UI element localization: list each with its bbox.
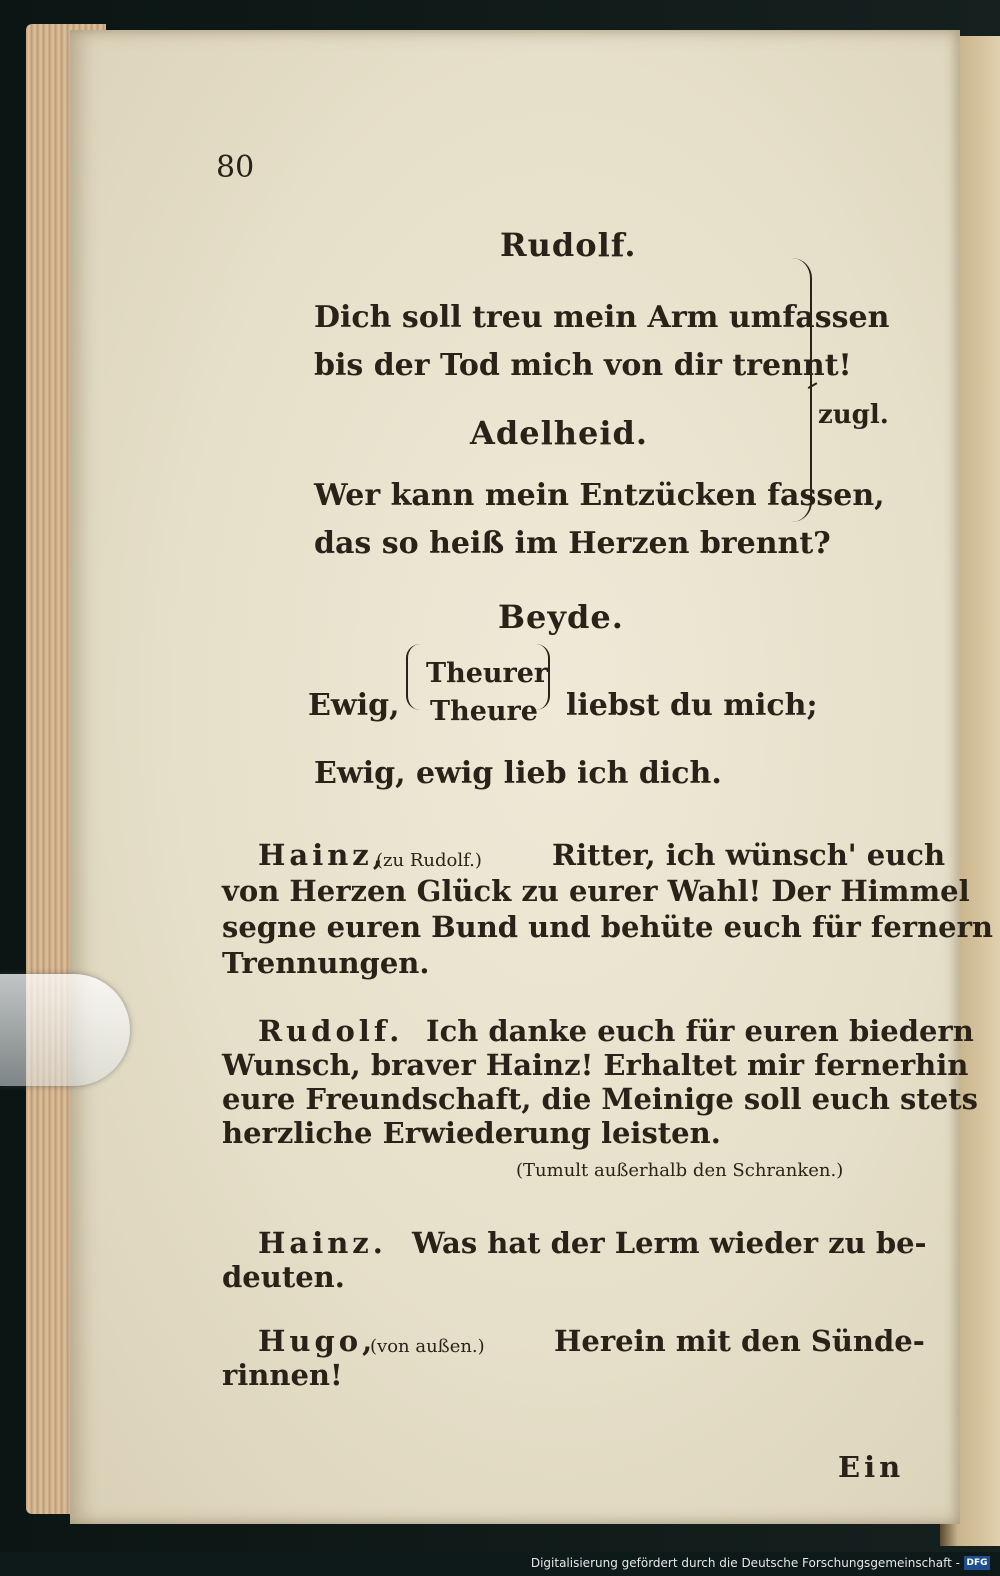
stage-direction: (Tumult außerhalb den Schranken.) (516, 1160, 844, 1181)
catchword: Ein (838, 1450, 905, 1484)
digitization-credit: Digitalisierung gefördert durch die Deutsche Forschungsgemeinschaft - (530, 1556, 960, 1570)
together-brace (792, 258, 812, 522)
prose-line: herzliche Erwiederung leisten. (222, 1116, 721, 1150)
stage-direction: (von außen.) (370, 1336, 485, 1357)
verse-line: das so heiß im Herzen brennt? (314, 526, 831, 561)
page-holder-clip (0, 974, 130, 1086)
prose-line: Herein mit den Sünde- (554, 1324, 925, 1358)
prose-line: Was hat der Lerm wieder zu be- (412, 1226, 927, 1260)
verse-line: Ewig, ewig lieb ich dich. (314, 756, 722, 791)
prose-line: eure Freundschaft, die Meinige soll euch stets (222, 1082, 978, 1116)
verse-line: Wer kann mein Entzücken fassen, (314, 478, 885, 513)
speaker-adelheid: Adelheid. (470, 414, 649, 452)
alt-brace-right (536, 644, 550, 710)
prose-line: Ich danke euch für euren biedern (426, 1014, 974, 1048)
page-number: 80 (216, 150, 255, 185)
alt-word-theurer: Theurer (426, 658, 549, 689)
prose-line: Wunsch, braver Hainz! Erhaltet mir fernerhin (222, 1048, 969, 1082)
prose-line: Ritter, ich wünsch' euch (552, 838, 946, 872)
verse-line: Dich soll treu mein Arm umfassen (314, 300, 890, 335)
prose-line: Trennungen. (222, 946, 430, 980)
prose-line: segne euren Bund und behüte euch für fernern (222, 910, 993, 944)
verse-suffix: liebst du mich; (566, 688, 818, 723)
book-page (70, 30, 993, 1524)
speaker-rudolf-prose: Rudolf. (258, 1014, 404, 1048)
dfg-logo: DFG (964, 1556, 990, 1570)
alt-word-theure: Theure (430, 696, 538, 727)
speaker-hainz: Hainz, (258, 838, 387, 872)
together-note: zugl. (818, 400, 889, 430)
speaker-hainz: Hainz. (258, 1226, 387, 1260)
prose-line: von Herzen Glück zu eurer Wahl! Der Himmel (222, 874, 970, 908)
verse-prefix: Ewig, (308, 688, 400, 723)
stage-direction: (zu Rudolf.) (376, 850, 482, 871)
prose-line: rinnen! (222, 1358, 343, 1392)
speaker-hugo: Hugo, (258, 1324, 377, 1358)
prose-line: deuten. (222, 1260, 345, 1294)
verse-line: bis der Tod mich von dir trennt! (314, 348, 852, 383)
alt-brace-left (406, 644, 420, 710)
speaker-both: Beyde. (498, 598, 624, 636)
speaker-rudolf: Rudolf. (500, 226, 637, 264)
